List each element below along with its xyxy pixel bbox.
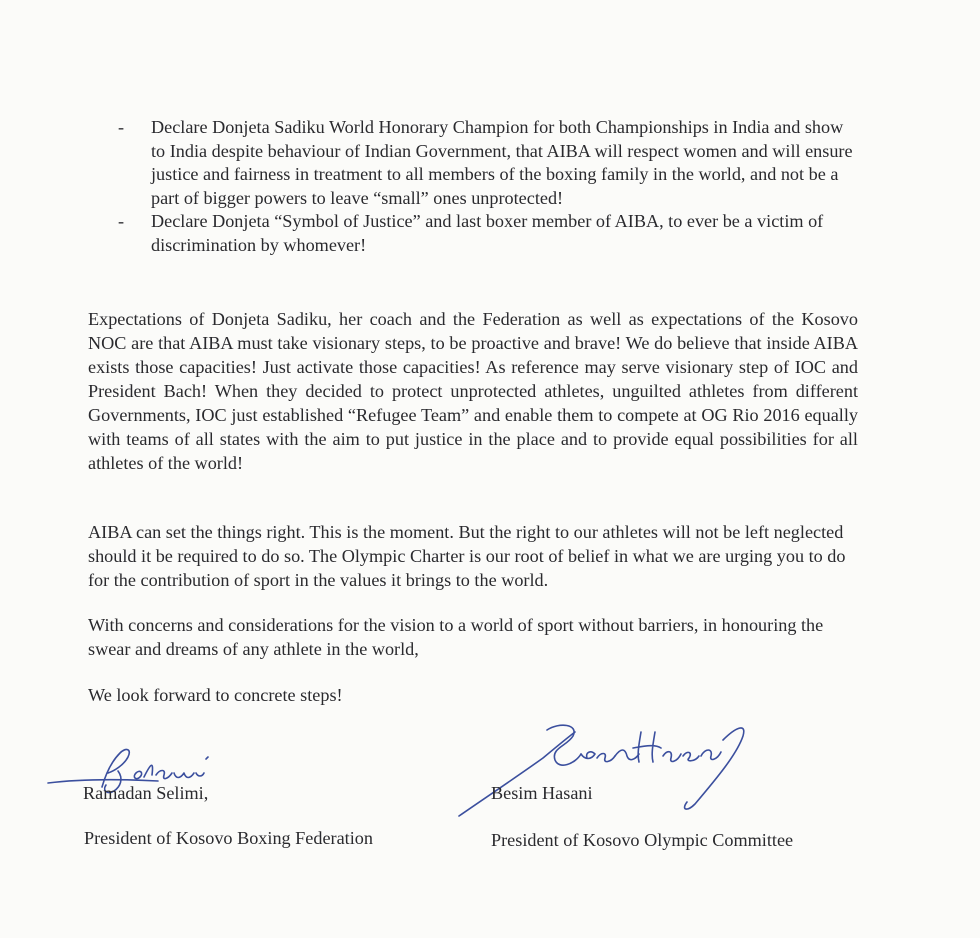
list-item [118,116,858,210]
concerns-paragraph: With concerns and considerations for the vision to a world of sport without barriers, in honouring the swear and dreams of any athlete in the world, [88,615,824,659]
bullet-text: Declare Donjeta “Symbol of Justice” and last boxer member of AIBA, to ever be a victim of discrimination by whomever! [151,211,824,255]
left-signatory-name: Ramadan Selimi, [83,783,209,803]
right-signatory-name: Besim Hasani [491,783,593,803]
bullet-dash: - [118,211,125,231]
right-signature [455,718,755,823]
list-item [118,210,858,257]
expectations-paragraph: Expectations of Donjeta Sadiku, her coach and the Federation as well as expectations of the Kosovo NOC are that AIBA must take visionary steps, to be proactive and brave! We do believe that inside AIBA exists those capacities! Just activate those capacities! As reference may serve visionary step of IOC and President Bach! When they decided to protect unprotected athletes, unguilted athletes from different Governments, IOC just established “Refugee Team” and enable them to compete at OG Rio 2016 equally with teams of all states with the aim to put justice in the place and to provide equal possibilities for all athletes of the world! [88,309,858,473]
closing-line: We look forward to concrete steps! [88,685,343,705]
left-signatory-title: President of Kosovo Boxing Federation [84,828,373,848]
bullet-dash: - [118,117,125,137]
bullet-list [118,116,858,257]
bullet-text: Declare Donjeta Sadiku World Honorary Champion for both Championships in India and show to India despite behaviour of Indian Government, that AIBA will respect women and will ensure justice and fairness in treatment to all members of the boxing family in the world, and not be a part of bigger powers to leave “small” ones unprotected! [151,117,853,208]
aiba-paragraph: AIBA can set the things right. This is the moment. But the right to our athletes will not be left neglected should it be required to do so. The Olympic Charter is our root of belief in what we are urging you to do for the contribution of sport in the values it brings to the world. [88,522,846,590]
right-signatory-title: President of Kosovo Olympic Committee [491,830,794,850]
